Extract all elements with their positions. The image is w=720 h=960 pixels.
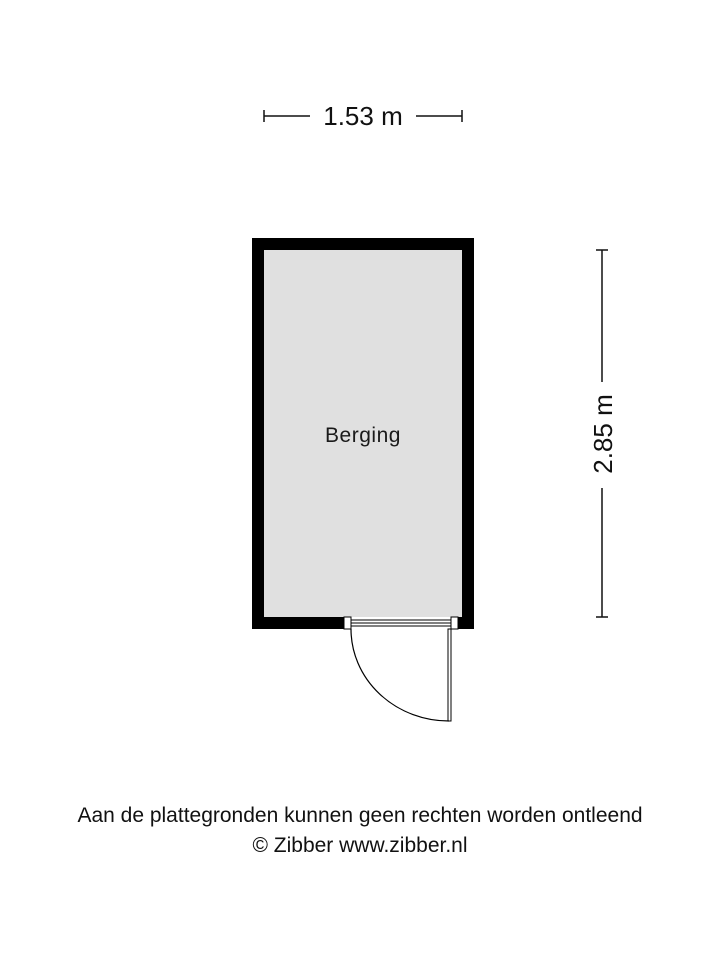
height-dimension	[588, 250, 618, 617]
room-label: Berging	[325, 424, 401, 447]
width-dimension-label: 1.53 m	[323, 101, 403, 131]
door-leaf	[448, 629, 451, 721]
credit-text: © Zibber www.zibber.nl	[252, 834, 468, 857]
room-berging	[252, 238, 474, 721]
disclaimer-text: Aan de plattegronden kunnen geen rechten worden ontleend	[77, 804, 643, 827]
door-swing-arc	[351, 629, 449, 721]
width-dimension	[264, 101, 462, 131]
height-dimension-label: 2.85 m	[588, 394, 618, 474]
